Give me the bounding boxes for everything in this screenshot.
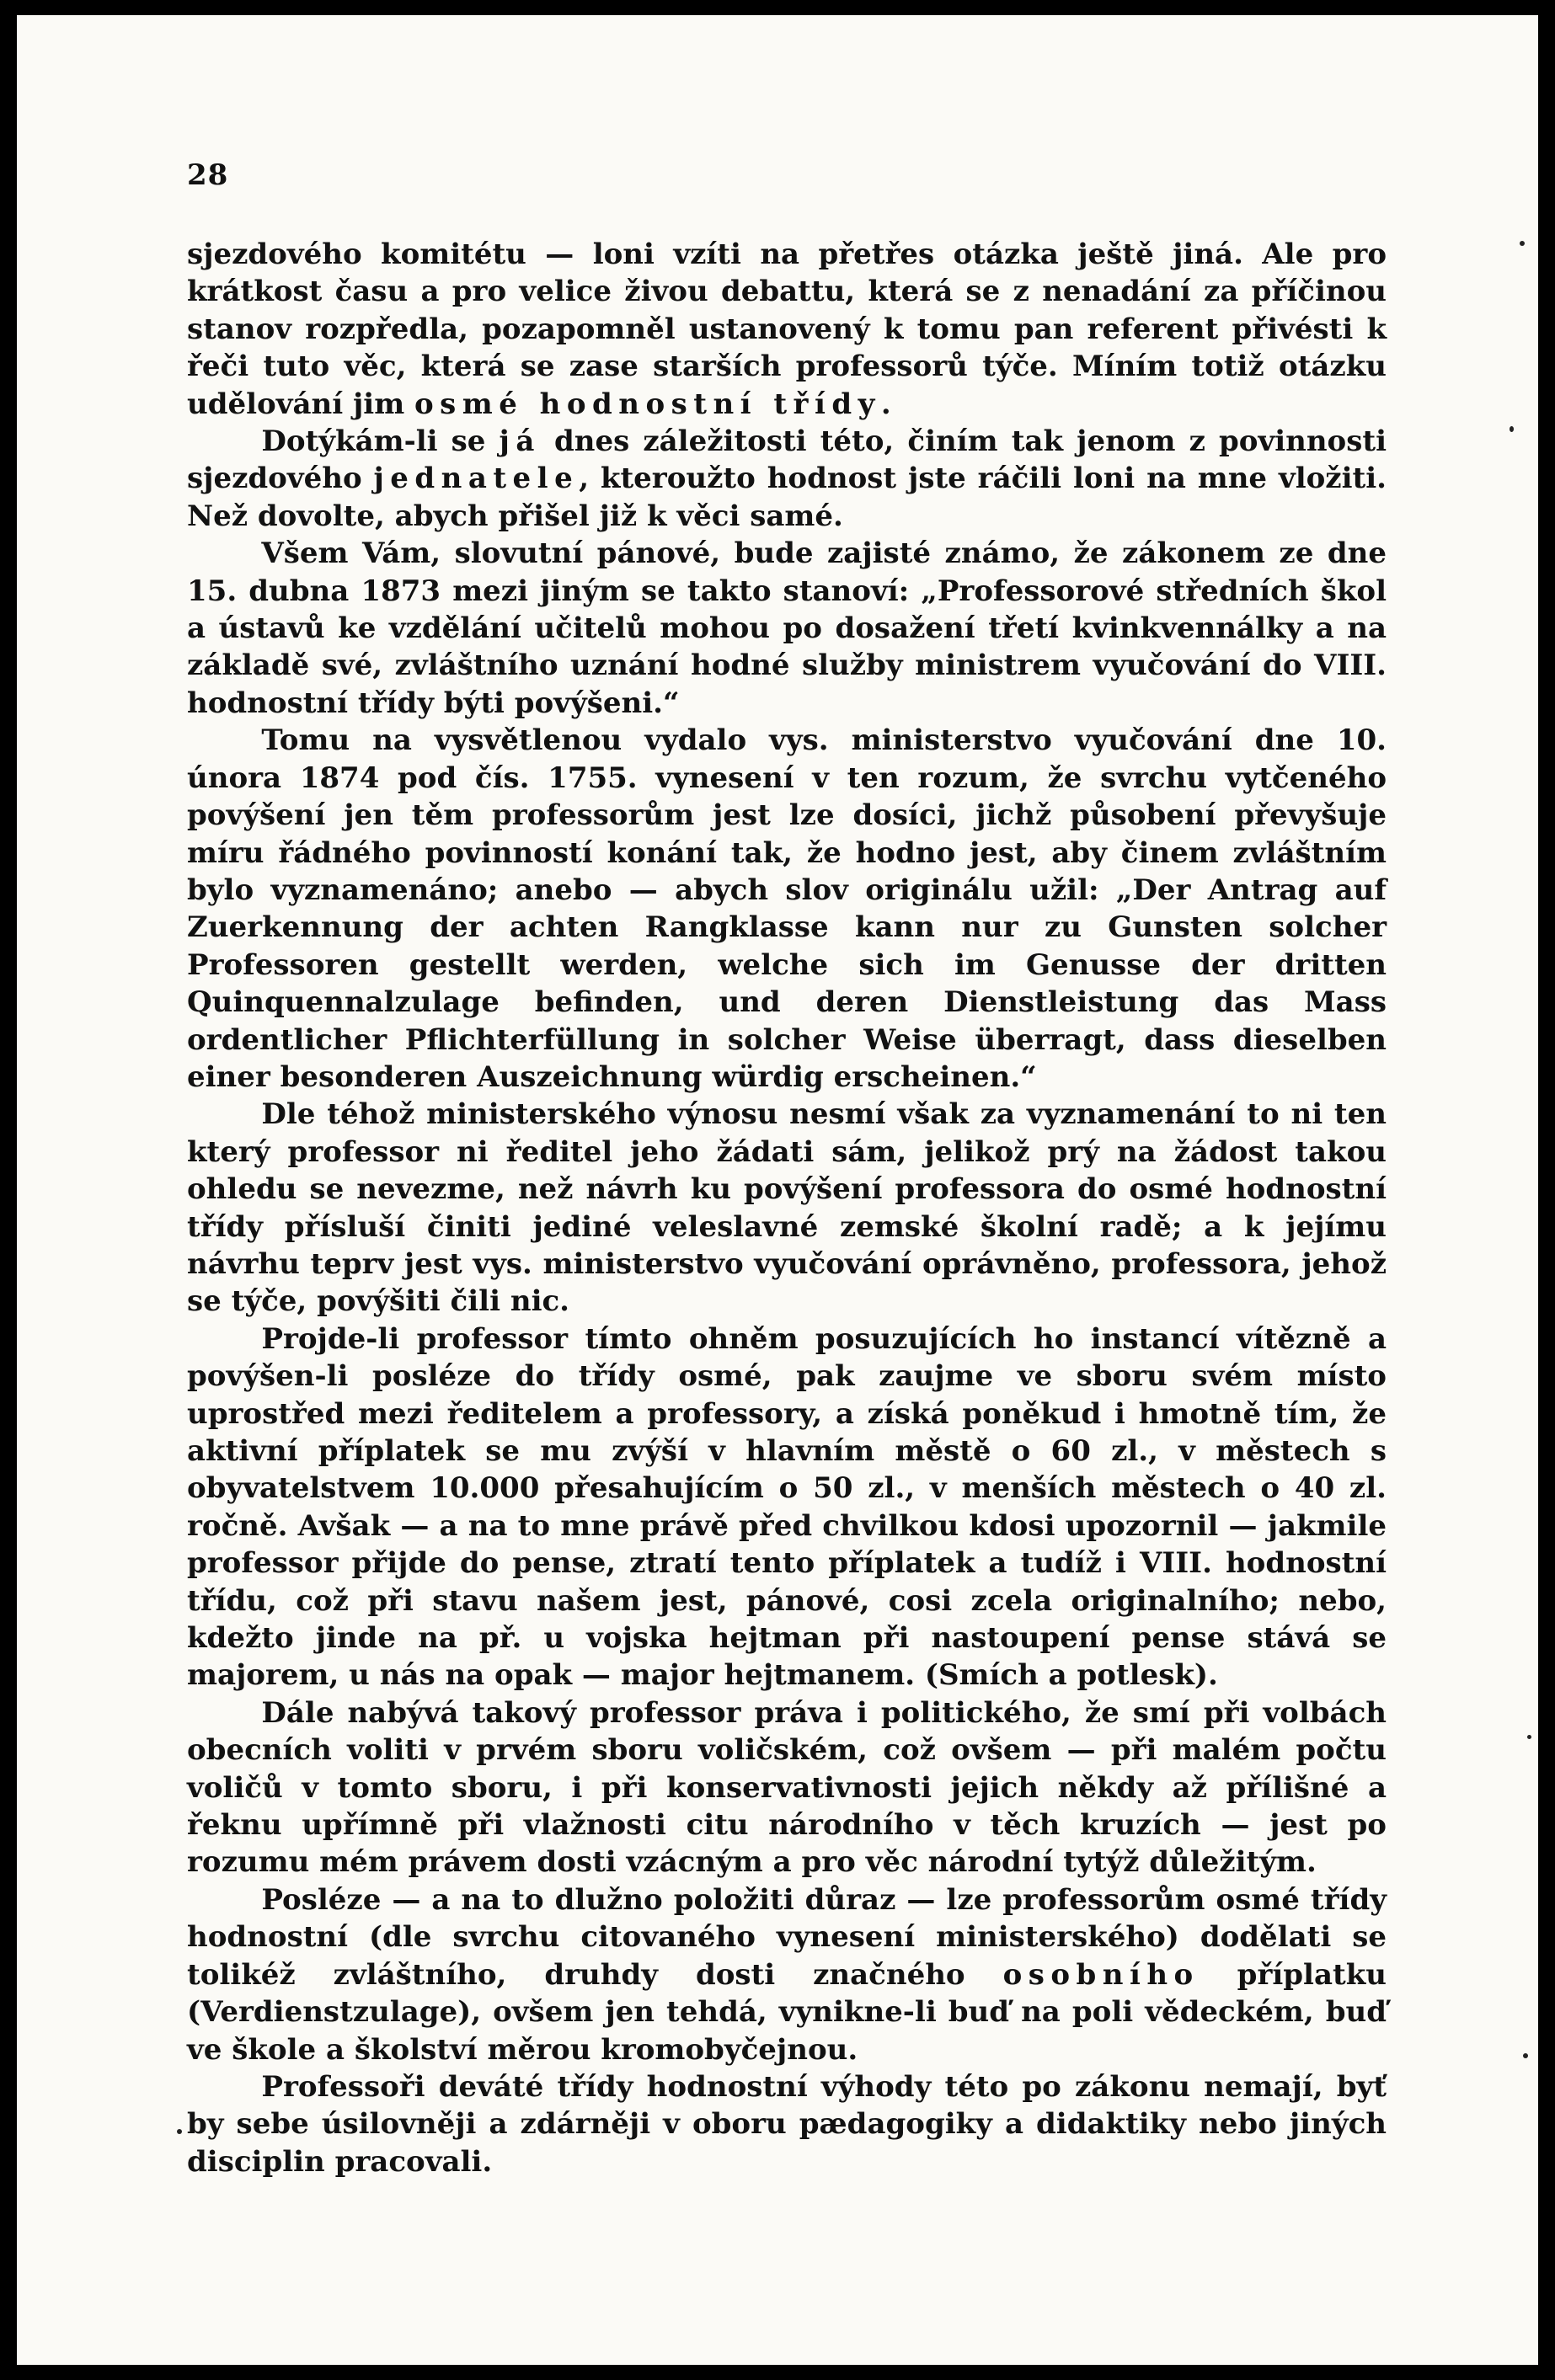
spaced-emphasis: osobního — [1002, 1957, 1200, 1992]
paragraph — [187, 236, 1387, 423]
paragraph — [187, 1881, 1387, 2068]
scan-speck — [177, 2129, 182, 2134]
paragraph — [187, 535, 1387, 722]
scan-speck — [1523, 2053, 1528, 2058]
text-segment: , kteroužto hodnost jste ráčili loni na mne vložiti. Než dovolte, abych přišel již k věci samé. — [187, 462, 1387, 533]
text-segment: Všem Vám, slovutní pánové, bude zajisté známo, že zákonem ze dne 15. dubna 1873 mezi jiným se takto stanoví: „Professorové středních škol a ústavů ke vzdělání učitelů mohou po dosažení třetí kvinkvennálky a na základě své, zvláštního uznání hodné služby ministrem vyučování do VIII. hodnostní třídy býti povýšeni.“ — [187, 536, 1387, 720]
paragraph — [187, 722, 1387, 1096]
spaced-emphasis: jednatele — [373, 462, 580, 496]
text-segment: Dle téhož ministerského výnosu nesmí však za vyznamenání to ni ten který professor ni ředitel jeho žádati sám, jelikož prý na žádost takou ohledu se nevezme, než návrh ku povýšení professora do osmé hodnostní třídy přísluší činiti jediné veleslavné zemské školní radě; a k jejímu návrhu teprv jest vys. ministerstvo vyučování oprávněno, professora, jehož se týče, povýšiti čili nic. — [187, 1097, 1387, 1319]
body-text — [187, 236, 1387, 2180]
scan-speck — [1520, 241, 1525, 246]
spaced-emphasis: osmé hodnostní třídy — [414, 387, 881, 421]
paragraph — [187, 1096, 1387, 1320]
text-segment: Dotýkám-li se — [261, 424, 500, 459]
text-segment: sjezdového komitétu — loni vzíti na přetřes otázka ještě jiná. Ale pro krátkost času a pro velice živou debattu, která se z nenadání za příčinou stanov rozpředla, pozapomněl ustanovený k tomu pan referent přivésti k řeči tuto věc, která se zase starších professorů týče. Míním totiž otázku udělování jim — [187, 237, 1387, 421]
paragraph — [187, 1694, 1387, 1881]
paragraph — [187, 1321, 1387, 1694]
text-segment: dnes záležitosti této, činím tak jenom z povinnosti sjezdového — [187, 424, 1387, 496]
text-segment: Projde-li professor tímto ohněm posuzujících ho instancí vítězně a povýšen-li posléze do třídy osmé, pak zaujme ve sboru svém místo uprostřed mezi ředitelem a professory, a získá poněkud i hmotně tím, že aktivní příplatek se mu zvýší v hlavním městě o 60 zl., v městech s obyvatelstvem 10.000 přesahujícím o 50 zl., v menších městech o 40 zl. ročně. Avšak — a na to mne právě před chvilkou kdosi upozornil — jakmile professor přijde do pense, ztratí tento příplatek a tudíž i VIII. hodnostní třídu, což při stavu našem jest, pánové, cosi zcela originalního; nebo, kdežto jinde na př. u vojska hejtman při nastoupení pense stává se majorem, u nás na opak — major hejtmanem. (Smích a potlesk). — [187, 1321, 1387, 1693]
scanned-page — [17, 15, 1538, 2365]
scan-speck — [1527, 1735, 1531, 1739]
text-segment: Professoři deváté třídy hodnostní výhody této po zákonu nemají, byť by sebe úsilovněji a zdárněji v oboru pædagogiky a didaktiky nebo jiných disciplin pracovali. — [187, 2069, 1387, 2179]
scan-speck — [1510, 426, 1514, 432]
text-segment: příplatku (Verdienstzulage), ovšem jen tehdá, vynikne-li buď na poli vědeckém, buď ve škole a školství měrou kromobyčejnou. — [187, 1957, 1387, 2067]
text-segment: . — [880, 387, 891, 421]
text-segment: Posléze — a na to dlužno položiti důraz — lze professorům osmé třídy hodnostní (dle svrchu citovaného vynesení ministerského) dodělati se tolikéž zvláštního, druhdy dosti značného — [187, 1882, 1387, 1992]
paragraph — [187, 2068, 1387, 2180]
text-segment: Dále nabývá takový professor práva i politického, že smí při volbách obecních voliti v prvém sboru voličském, což ovšem — při malém počtu voličů v tomto sboru, i při konservativnosti jejich někdy až přílišné a řeknu upřímně při vlažnosti citu národního v těch kruzích — jest po rozumu mém právem dosti vzácným a pro věc národní tytýž důležitým. — [187, 1695, 1387, 1880]
paragraph — [187, 423, 1387, 535]
text-segment: Tomu na vysvětlenou vydalo vys. ministerstvo vyučování dne 10. února 1874 pod čís. 1755. vynesení v ten rozum, že svrchu vytčeného povýšení jen těm professorům jest lze dosíci, jichž působení převyšuje míru řádného povinností konání tak, že hodno jest, aby činem zvláštním bylo vyznamenáno; anebo — abych slov originálu užil: „Der Antrag auf Zuerkennung der achten Rangklasse kann nur zu Gunsten solcher Professoren gestellt werden, welche sich im Genusse der dritten Quinquennalzulage befinden, und deren Dienstleistung das Mass ordentlicher Pflichterfüllung in solcher Weise überragt, dass dieselben einer besonderen Auszeichnung würdig erscheinen.“ — [187, 723, 1387, 1094]
spaced-emphasis: já — [499, 424, 541, 459]
page-number: 28 — [187, 158, 229, 192]
